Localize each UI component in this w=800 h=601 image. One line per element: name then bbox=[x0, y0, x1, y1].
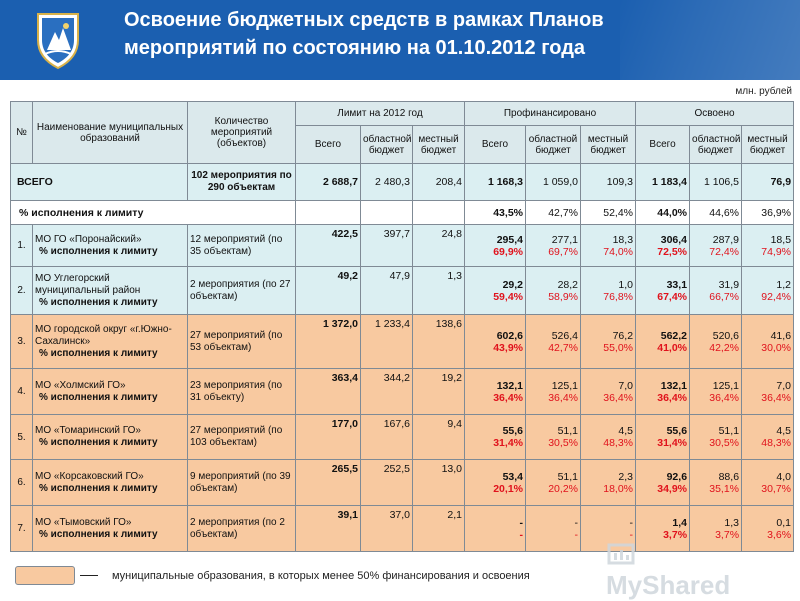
mast-pct: 30,5% bbox=[709, 437, 740, 449]
subcol-local: местный бюджет bbox=[413, 126, 465, 164]
mast-pct: 30,7% bbox=[761, 482, 792, 495]
subcol-local: местный бюджет bbox=[742, 126, 794, 164]
row-index: 7. bbox=[17, 523, 26, 534]
event-count: 27 мероприятий (по 103 объектам) bbox=[190, 425, 283, 448]
subcol-regional: областной бюджет bbox=[361, 126, 413, 164]
municipality-row bbox=[11, 415, 794, 460]
limit-value: 37,0 bbox=[389, 509, 410, 521]
pct-cell: 44,0% bbox=[636, 201, 690, 225]
row-index: 1. bbox=[17, 240, 26, 251]
fin-pct: 20,2% bbox=[548, 482, 578, 495]
fin-pct: - bbox=[519, 528, 523, 541]
mast-value: 132,1 bbox=[660, 379, 688, 392]
total-pct-label: % исполнения к лимиту bbox=[11, 201, 296, 225]
fin-pct: 69,9% bbox=[493, 245, 523, 258]
mast-pct: 74,9% bbox=[761, 245, 792, 258]
limit-value: 265,5 bbox=[331, 463, 358, 475]
fin-value: - bbox=[519, 516, 523, 529]
units-label: млн. рублей bbox=[735, 86, 792, 97]
limit-value: 39,1 bbox=[337, 509, 358, 521]
mast-pct: 3,6% bbox=[767, 528, 792, 541]
subcol-regional: областной бюджет bbox=[526, 126, 581, 164]
limit-value: 252,5 bbox=[383, 463, 410, 475]
col-qty-header: Количество мероприятий (объектов) bbox=[188, 102, 296, 164]
mast-value: 1,3 bbox=[724, 516, 740, 529]
row-index: 4. bbox=[17, 386, 26, 397]
mast-value: 562,2 bbox=[660, 329, 688, 342]
fin-value: 7,0 bbox=[618, 379, 634, 392]
mast-value: 55,6 bbox=[666, 425, 688, 437]
mast-pct: 36,4% bbox=[709, 391, 740, 404]
limit-value: 344,2 bbox=[383, 372, 410, 384]
limit-value: 177,0 bbox=[331, 418, 358, 430]
mast-value: 92,6 bbox=[666, 470, 688, 483]
limit-value: 24,8 bbox=[441, 228, 462, 240]
empty-cell bbox=[361, 201, 413, 225]
municipality-row bbox=[11, 225, 794, 267]
mast-value: 1,2 bbox=[776, 278, 792, 291]
mast-pct: 3,7% bbox=[663, 528, 688, 541]
mast-pct: 30,0% bbox=[761, 341, 792, 354]
total-cell: 208,4 bbox=[413, 164, 465, 201]
limit-value: 167,6 bbox=[383, 418, 410, 430]
event-count: 27 мероприятий (по 53 объектам) bbox=[190, 329, 283, 353]
municipality-row bbox=[11, 369, 794, 415]
legend-swatch bbox=[15, 566, 75, 585]
limit-value: 47,9 bbox=[389, 270, 410, 282]
fin-value: 28,2 bbox=[557, 278, 578, 291]
total-label: ВСЕГО bbox=[11, 164, 188, 201]
mast-pct: 36,4% bbox=[657, 391, 688, 404]
row-index: 5. bbox=[17, 431, 26, 443]
fin-pct: 36,4% bbox=[603, 391, 634, 404]
fin-value: 277,1 bbox=[551, 233, 578, 246]
municipality-name: МО «Тымовский ГО» bbox=[35, 516, 132, 528]
pct-cell: 43,5% bbox=[465, 201, 526, 225]
total-cell: 76,9 bbox=[742, 164, 794, 201]
fin-value: 602,6 bbox=[496, 329, 523, 342]
subcol-total: Всего bbox=[636, 126, 690, 164]
row-pct-label: % исполнения к лимиту bbox=[39, 482, 158, 494]
legend-dash bbox=[80, 575, 98, 576]
event-count: 12 мероприятий (по 35 объектам) bbox=[190, 233, 283, 257]
municipality-name: МО Углегорский муниципальный район bbox=[35, 272, 141, 296]
mast-value: 125,1 bbox=[712, 379, 740, 392]
mast-value: 4,0 bbox=[776, 470, 792, 483]
fin-value: 1,0 bbox=[618, 278, 634, 291]
municipality-name: МО городской округ «г.Южно-Сахалинск» bbox=[35, 323, 172, 347]
limit-value: 9,4 bbox=[447, 418, 462, 430]
fin-pct: 74,0% bbox=[603, 245, 634, 258]
event-count: 2 мероприятия (по 2 объектам) bbox=[190, 516, 285, 540]
limit-value: 19,2 bbox=[441, 372, 462, 384]
fin-pct: 43,9% bbox=[493, 341, 523, 354]
watermark-logo bbox=[606, 538, 766, 601]
pct-cell: 44,6% bbox=[690, 201, 742, 225]
subcol-total: Всего bbox=[296, 126, 361, 164]
pct-cell: 42,7% bbox=[526, 201, 581, 225]
mast-value: 0,1 bbox=[776, 516, 792, 529]
municipality-rows bbox=[11, 225, 794, 552]
fin-pct: 58,9% bbox=[548, 290, 578, 303]
mast-value: 4,5 bbox=[776, 425, 792, 437]
limit-value: 138,6 bbox=[435, 318, 462, 330]
total-cell: 1 183,4 bbox=[636, 164, 690, 201]
fin-value: 125,1 bbox=[551, 379, 578, 392]
mast-value: 31,9 bbox=[718, 278, 740, 291]
mast-value: 33,1 bbox=[666, 278, 688, 291]
page-title bbox=[124, 6, 724, 62]
col-name-header: Наименование муниципальных образований bbox=[33, 102, 188, 164]
mast-pct: 48,3% bbox=[761, 437, 792, 449]
fin-pct: 42,7% bbox=[548, 341, 578, 354]
municipality-row bbox=[11, 460, 794, 506]
watermark-text: MyShared bbox=[606, 570, 731, 601]
limit-value: 2,1 bbox=[447, 509, 462, 521]
municipality-row bbox=[11, 267, 794, 315]
limit-value: 13,0 bbox=[441, 463, 462, 475]
fin-pct: 36,4% bbox=[493, 391, 523, 404]
mast-pct: 72,4% bbox=[709, 245, 740, 258]
limit-value: 49,2 bbox=[337, 270, 358, 282]
mast-pct: 92,4% bbox=[761, 290, 792, 303]
total-cell: 2 688,7 bbox=[296, 164, 361, 201]
event-count: 9 мероприятий (по 39 объектам) bbox=[190, 470, 291, 494]
row-pct-label: % исполнения к лимиту bbox=[39, 528, 158, 540]
subcol-total: Всего bbox=[465, 126, 526, 164]
fin-value: 29,2 bbox=[502, 278, 523, 291]
fin-value: - bbox=[629, 516, 634, 529]
fin-value: - bbox=[574, 516, 578, 529]
empty-cell bbox=[296, 201, 361, 225]
limit-value: 1 372,0 bbox=[322, 318, 358, 330]
legend-text: муниципальные образования, в которых менее 50% финансирования и освоения bbox=[112, 570, 530, 582]
row-pct-label: % исполнения к лимиту bbox=[39, 347, 158, 359]
fin-value: 132,1 bbox=[496, 379, 523, 392]
row-pct-label: % исполнения к лимиту bbox=[39, 245, 158, 257]
col-financed-header: Профинансировано bbox=[465, 102, 636, 126]
empty-cell bbox=[413, 201, 465, 225]
mast-value: 41,6 bbox=[770, 329, 792, 342]
fin-pct: 59,4% bbox=[493, 290, 523, 303]
fin-pct: 18,0% bbox=[603, 482, 634, 495]
fin-pct: 69,7% bbox=[548, 245, 578, 258]
fin-value: 2,3 bbox=[618, 470, 634, 483]
fin-pct: - bbox=[574, 528, 578, 541]
municipality-name: МО ГО «Поронайский» bbox=[35, 233, 142, 245]
title-line-2: мероприятий по состоянию на 01.10.2012 года bbox=[124, 37, 586, 59]
total-pct-row bbox=[11, 201, 794, 225]
fin-value: 51,1 bbox=[557, 425, 578, 437]
total-row bbox=[11, 164, 794, 201]
total-cell: 1 106,5 bbox=[690, 164, 742, 201]
total-qty: 102 мероприятия по 290 объектам bbox=[188, 164, 296, 201]
mast-value: 18,5 bbox=[770, 233, 792, 246]
municipality-row bbox=[11, 315, 794, 369]
total-cell: 1 059,0 bbox=[526, 164, 581, 201]
mast-pct: 3,7% bbox=[715, 528, 740, 541]
fin-value: 51,1 bbox=[557, 470, 578, 483]
pct-cell: 36,9% bbox=[742, 201, 794, 225]
municipality-name: МО «Холмский ГО» bbox=[35, 379, 126, 391]
fin-pct: 55,0% bbox=[603, 341, 634, 354]
total-cell: 2 480,3 bbox=[361, 164, 413, 201]
fin-value: 55,6 bbox=[502, 425, 523, 437]
row-index: 2. bbox=[17, 285, 26, 296]
mast-value: 7,0 bbox=[776, 379, 792, 392]
municipality-name: МО «Корсаковский ГО» bbox=[35, 470, 144, 482]
total-cell: 1 168,3 bbox=[465, 164, 526, 201]
row-index: 6. bbox=[17, 477, 26, 488]
watermark-icon bbox=[606, 540, 636, 570]
row-index: 3. bbox=[17, 336, 26, 347]
col-mastered-header: Освоено bbox=[636, 102, 794, 126]
fin-value: 53,4 bbox=[502, 470, 523, 483]
municipality-name: МО «Томаринский ГО» bbox=[35, 425, 141, 436]
subcol-local: местный бюджет bbox=[581, 126, 636, 164]
mast-value: 1,4 bbox=[672, 516, 688, 529]
limit-value: 397,7 bbox=[383, 228, 410, 240]
mast-pct: 36,4% bbox=[761, 391, 792, 404]
total-cell: 109,3 bbox=[581, 164, 636, 201]
mast-pct: 35,1% bbox=[709, 482, 740, 495]
limit-value: 1 233,4 bbox=[374, 318, 410, 330]
limit-value: 1,3 bbox=[447, 270, 462, 282]
limit-value: 422,5 bbox=[331, 228, 358, 240]
mast-pct: 34,9% bbox=[657, 482, 688, 495]
mast-value: 88,6 bbox=[718, 470, 740, 483]
fin-pct: 20,1% bbox=[493, 482, 523, 495]
mast-pct: 66,7% bbox=[709, 290, 740, 303]
fin-pct: 30,5% bbox=[548, 437, 578, 449]
mast-pct: 41,0% bbox=[657, 341, 688, 354]
mast-value: 306,4 bbox=[660, 233, 688, 246]
row-pct-label: % исполнения к лимиту bbox=[39, 391, 158, 403]
subcol-regional: областной бюджет bbox=[690, 126, 742, 164]
row-pct-label: % исполнения к лимиту bbox=[39, 437, 158, 448]
fin-pct: 76,8% bbox=[603, 290, 634, 303]
fin-pct: 36,4% bbox=[548, 391, 578, 404]
mast-value: 287,9 bbox=[712, 233, 740, 246]
mast-pct: 42,2% bbox=[709, 341, 740, 354]
mast-pct: 72,5% bbox=[657, 245, 688, 258]
col-num-header: № bbox=[11, 102, 33, 164]
mast-value: 520,6 bbox=[712, 329, 740, 342]
event-count: 23 мероприятия (по 31 объекту) bbox=[190, 379, 283, 403]
fin-pct: - bbox=[629, 528, 634, 541]
limit-value: 363,4 bbox=[331, 372, 358, 384]
mast-pct: 67,4% bbox=[657, 290, 688, 303]
fin-value: 18,3 bbox=[612, 233, 634, 246]
fin-value: 76,2 bbox=[612, 329, 634, 342]
pct-cell: 52,4% bbox=[581, 201, 636, 225]
col-limit-header: Лимит на 2012 год bbox=[296, 102, 465, 126]
title-line-1: Освоение бюджетных средств в рамках Планов bbox=[124, 9, 604, 31]
row-pct-label: % исполнения к лимиту bbox=[39, 296, 158, 308]
title-banner bbox=[0, 0, 800, 80]
fin-value: 295,4 bbox=[496, 233, 523, 246]
budget-table bbox=[10, 101, 794, 552]
coat-of-arms-icon bbox=[33, 10, 83, 70]
event-count: 2 мероприятия (по 27 объектам) bbox=[190, 278, 291, 302]
fin-value: 526,4 bbox=[551, 329, 578, 342]
mast-pct: 31,4% bbox=[657, 437, 688, 449]
fin-value: 4,5 bbox=[618, 425, 634, 437]
fin-pct: 48,3% bbox=[603, 437, 634, 449]
header-row-1 bbox=[11, 102, 794, 126]
mast-value: 51,1 bbox=[718, 425, 740, 437]
fin-pct: 31,4% bbox=[493, 437, 523, 449]
